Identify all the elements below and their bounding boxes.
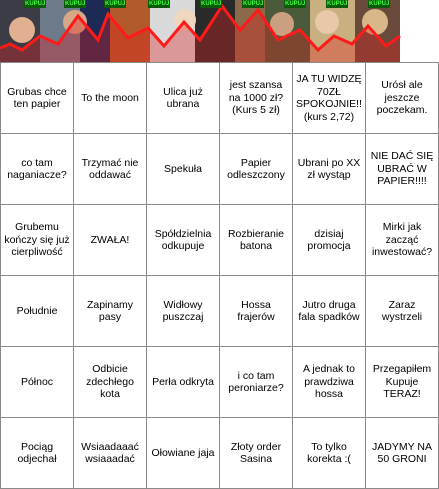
- kupuj-tag: KUPUJ: [149, 1, 170, 7]
- bingo-cell[interactable]: Mirki jak zacząć inwestować?: [366, 205, 439, 276]
- bingo-cell[interactable]: Jutro druga fala spadków: [293, 276, 366, 347]
- bingo-cell[interactable]: Grubas chce ten papier: [1, 63, 74, 134]
- bingo-cell[interactable]: dzisiaj promocja: [293, 205, 366, 276]
- bingo-cell[interactable]: A jednak to prawdziwa hossa: [293, 347, 366, 418]
- kupuj-tag: KUPUJ: [25, 1, 46, 7]
- face-image: [9, 17, 35, 43]
- bingo-cell[interactable]: Grubemu kończy się już cierpliwość: [1, 205, 74, 276]
- bingo-row: [1, 63, 439, 134]
- bingo-cell[interactable]: Hossa frajerów: [220, 276, 293, 347]
- bingo-cell[interactable]: jest szansa na 1000 zł? (Kurs 5 zł): [220, 63, 293, 134]
- bingo-cell[interactable]: NIE DAĆ SIĘ UBRAĆ W PAPIER!!!!: [366, 134, 439, 205]
- kupuj-tag: KUPUJ: [369, 1, 390, 7]
- bingo-cell[interactable]: Zapinamy pasy: [74, 276, 147, 347]
- face-image: [315, 10, 339, 34]
- bingo-cell[interactable]: JADYMY NA 50 GRONI: [366, 418, 439, 489]
- banner-collage: [0, 0, 400, 62]
- kupuj-tag: KUPUJ: [201, 1, 222, 7]
- bingo-cell[interactable]: Odbicie zdechłego kota: [74, 347, 147, 418]
- bingo-cell[interactable]: co tam naganiacze?: [1, 134, 74, 205]
- kupuj-tag: KUPUJ: [285, 1, 306, 7]
- bingo-cell[interactable]: Ulica już ubrana: [147, 63, 220, 134]
- bingo-cell[interactable]: Widłowy puszczaj: [147, 276, 220, 347]
- bingo-cell[interactable]: Rozbieranie batona: [220, 205, 293, 276]
- bingo-cell[interactable]: Papier odleszczony: [220, 134, 293, 205]
- bingo-cell[interactable]: Trzymać nie oddawać: [74, 134, 147, 205]
- bingo-row: [1, 418, 439, 489]
- meme-banner: [0, 0, 400, 62]
- bingo-cell[interactable]: Perła odkryta: [147, 347, 220, 418]
- bingo-cell[interactable]: Spekuła: [147, 134, 220, 205]
- kupuj-tag: KUPUJ: [243, 1, 264, 7]
- bingo-cell[interactable]: Złoty order Sasina: [220, 418, 293, 489]
- bingo-cell[interactable]: To the moon: [74, 63, 147, 134]
- bingo-cell[interactable]: To tylko korekta :(: [293, 418, 366, 489]
- bingo-cell[interactable]: Przegapiłem Kupuje TERAZ!: [366, 347, 439, 418]
- bingo-cell[interactable]: Spółdzielnia odkupuje: [147, 205, 220, 276]
- bingo-board: [0, 62, 439, 489]
- bingo-cell[interactable]: ZWAŁA!: [74, 205, 147, 276]
- bingo-cell[interactable]: Południe: [1, 276, 74, 347]
- bingo-cell[interactable]: JA TU WIDZĘ 70ZŁ SPOKOJNIE!! (kurs 2,72): [293, 63, 366, 134]
- bingo-cell[interactable]: Pociąg odjechał: [1, 418, 74, 489]
- bingo-cell[interactable]: Zaraz wystrzeli: [366, 276, 439, 347]
- bingo-cell[interactable]: Północ: [1, 347, 74, 418]
- kupuj-tag: KUPUJ: [65, 1, 86, 7]
- bingo-row: [1, 347, 439, 418]
- bingo-cell[interactable]: Ubrani po XX zł wystąp: [293, 134, 366, 205]
- kupuj-tag: KUPUJ: [105, 1, 126, 7]
- bingo-row: [1, 205, 439, 276]
- bingo-cell[interactable]: Ołowiane jaja: [147, 418, 220, 489]
- bingo-cell[interactable]: Urósł ale jeszcze poczekam.: [366, 63, 439, 134]
- bingo-cell[interactable]: Wsiaadaaać wsiaaadać: [74, 418, 147, 489]
- kupuj-tag: KUPUJ: [327, 1, 348, 7]
- bingo-row: [1, 276, 439, 347]
- bingo-cell[interactable]: i co tam peroniarze?: [220, 347, 293, 418]
- bingo-row: [1, 134, 439, 205]
